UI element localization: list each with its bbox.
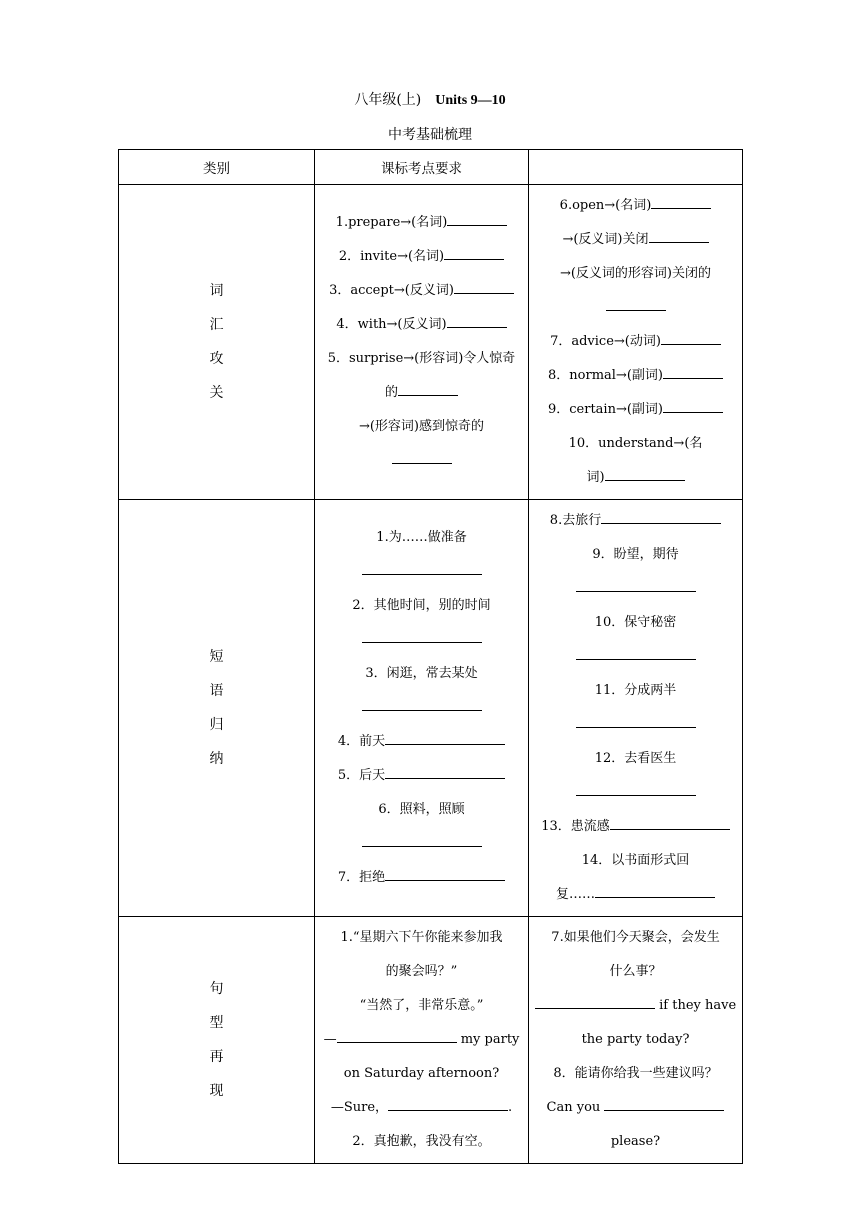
list-item — [535, 921, 736, 955]
item-text: 的聚会吗？” — [385, 964, 458, 979]
answer-blank[interactable] — [605, 479, 685, 481]
answer-blank[interactable] — [606, 309, 666, 311]
item-text: 2．其他时间，别的时间 — [352, 598, 491, 613]
item-text: 的 — [384, 385, 398, 400]
list-item — [535, 189, 736, 223]
answer-blank[interactable] — [447, 326, 507, 328]
answer-blank[interactable] — [444, 258, 504, 260]
answer-blank[interactable] — [663, 411, 723, 413]
answer-blank[interactable] — [576, 658, 696, 660]
list-item — [535, 810, 736, 844]
list-item — [321, 793, 522, 827]
item-text: 12．去看医生 — [594, 751, 677, 766]
answer-blank[interactable] — [663, 377, 723, 379]
item-text: if they have — [655, 998, 737, 1013]
item-text: — — [323, 1032, 337, 1047]
category-char: 型 — [209, 1015, 224, 1031]
list-item — [535, 955, 736, 989]
item-text: 2．invite→(名词) — [338, 249, 445, 264]
list-item — [535, 1057, 736, 1091]
answer-blank[interactable] — [651, 207, 711, 209]
answer-blank[interactable] — [362, 845, 482, 847]
item-text: 8.去旅行 — [549, 513, 602, 528]
list-item — [321, 555, 522, 589]
category-char: 语 — [209, 683, 224, 699]
answer-blank[interactable] — [601, 522, 721, 524]
list-item — [535, 776, 736, 810]
answer-blank[interactable] — [392, 462, 452, 464]
answer-blank[interactable] — [362, 641, 482, 643]
item-text: “当然了，非常乐意。” — [359, 998, 484, 1013]
answer-blank[interactable] — [535, 1007, 655, 1009]
item-text: 6．照料，照顾 — [378, 802, 465, 817]
category-char: 再 — [209, 1049, 224, 1065]
item-text: —Sure， — [330, 1100, 389, 1115]
answer-blank[interactable] — [649, 241, 709, 243]
grade-label: 八年级(上) — [354, 92, 422, 108]
list-item — [535, 708, 736, 742]
item-text: →(反义词)关闭 — [562, 232, 649, 247]
category-char: 纳 — [209, 751, 224, 767]
category-char: 攻 — [209, 351, 224, 367]
list-item — [535, 572, 736, 606]
list-item — [321, 1023, 522, 1057]
item-text: 8．normal→(副词) — [548, 368, 663, 383]
list-item — [321, 725, 522, 759]
category-char: 关 — [209, 385, 224, 401]
item-text: 什么事？ — [609, 964, 662, 979]
item-text: 3．accept→(反义词) — [329, 283, 454, 298]
item-text: . — [508, 1100, 513, 1115]
answer-blank[interactable] — [595, 896, 715, 898]
answer-blank[interactable] — [454, 292, 514, 294]
answer-blank[interactable] — [398, 394, 458, 396]
item-text: 8．能请你给我一些建议吗？ — [553, 1066, 718, 1081]
sentences-cell-right — [529, 917, 743, 1164]
answer-blank[interactable] — [362, 573, 482, 575]
list-item — [321, 955, 522, 989]
item-text: 词) — [586, 470, 605, 485]
list-item — [535, 325, 736, 359]
item-text: 5．后天 — [337, 768, 386, 783]
vocab-cell-left — [315, 185, 529, 500]
list-item — [321, 410, 522, 444]
category-char: 现 — [209, 1083, 224, 1099]
answer-blank[interactable] — [576, 794, 696, 796]
category-char: 汇 — [209, 317, 224, 333]
list-item — [321, 921, 522, 955]
answer-blank[interactable] — [604, 1109, 724, 1111]
column-header-empty — [529, 150, 743, 185]
item-text: 1.“星期六下午你能来参加我 — [340, 930, 503, 945]
list-item — [535, 538, 736, 572]
table-row — [119, 917, 743, 1164]
answer-blank[interactable] — [447, 224, 507, 226]
list-item — [535, 844, 736, 878]
list-item — [321, 206, 522, 240]
answer-blank[interactable] — [337, 1041, 457, 1043]
list-item — [321, 623, 522, 657]
list-item — [535, 640, 736, 674]
item-text: 4．前天 — [337, 734, 386, 749]
item-text: 3．闲逛，常去某处 — [365, 666, 478, 681]
table-row — [119, 500, 743, 917]
list-item — [321, 691, 522, 725]
list-item — [321, 240, 522, 274]
list-item — [535, 606, 736, 640]
item-text: 7.如果他们今天聚会，会发生 — [551, 930, 720, 945]
list-item — [321, 342, 522, 376]
list-item — [535, 393, 736, 427]
item-text: 6.open→(名词) — [559, 198, 652, 213]
item-text: 7．advice→(动词) — [550, 334, 661, 349]
answer-blank[interactable] — [388, 1109, 508, 1111]
list-item — [321, 444, 522, 478]
category-cell-vocabulary — [119, 185, 315, 500]
item-text: →(反义词的形容词)关闭的 — [559, 266, 712, 281]
answer-blank[interactable] — [385, 879, 505, 881]
sentences-cell-left — [315, 917, 529, 1164]
list-item — [321, 308, 522, 342]
list-item — [535, 1023, 736, 1057]
list-item — [535, 878, 736, 912]
list-item — [321, 376, 522, 410]
vocab-cell-right — [529, 185, 743, 500]
category-char: 句 — [209, 981, 224, 997]
item-text: Can you — [546, 1100, 605, 1115]
category-cell-sentences — [119, 917, 315, 1164]
column-header-category: 类别 — [119, 150, 315, 185]
item-text: 9．盼望，期待 — [592, 547, 679, 562]
item-text: 13．患流感 — [541, 819, 610, 834]
answer-blank[interactable] — [362, 709, 482, 711]
category-char: 短 — [209, 649, 224, 665]
list-item — [535, 359, 736, 393]
list-item — [535, 291, 736, 325]
list-item — [535, 504, 736, 538]
phrases-cell-left — [315, 500, 529, 917]
item-text: 5．surprise→(形容词)令人惊奇 — [327, 351, 516, 366]
list-item — [321, 1057, 522, 1091]
list-item — [535, 742, 736, 776]
table-row — [119, 185, 743, 500]
page-title — [0, 89, 860, 109]
list-item — [321, 521, 522, 555]
item-text: 10．understand→(名 — [568, 436, 703, 451]
list-item — [321, 759, 522, 793]
item-text: 复…… — [555, 887, 595, 902]
item-text: 1.为……做准备 — [376, 530, 467, 545]
answer-blank[interactable] — [385, 743, 505, 745]
list-item — [321, 657, 522, 691]
list-item — [321, 589, 522, 623]
list-item — [535, 989, 736, 1023]
review-table — [118, 149, 743, 1164]
list-item — [535, 427, 736, 461]
table-header-row — [119, 150, 743, 185]
answer-blank[interactable] — [576, 726, 696, 728]
list-item — [535, 1125, 736, 1159]
list-item — [321, 1091, 522, 1125]
page-subtitle: 中考基础梳理 — [388, 127, 472, 143]
item-text: on Saturday afternoon? — [343, 1066, 500, 1081]
item-text: 11．分成两半 — [594, 683, 677, 698]
item-text: 4．with→(反义词) — [336, 317, 447, 332]
item-text: 1.prepare→(名词) — [335, 215, 448, 230]
item-text: please? — [610, 1134, 661, 1149]
answer-blank[interactable] — [576, 590, 696, 592]
category-char: 归 — [209, 717, 224, 733]
list-item — [321, 827, 522, 861]
item-text: 7．拒绝 — [337, 870, 386, 885]
category-cell-phrases — [119, 500, 315, 917]
item-text: →(形容词)感到惊奇的 — [358, 419, 485, 434]
list-item — [535, 461, 736, 495]
item-text: the party today? — [581, 1032, 690, 1047]
units-label: Units 9—10 — [435, 93, 506, 108]
phrases-cell-right — [529, 500, 743, 917]
list-item — [535, 257, 736, 291]
list-item — [321, 274, 522, 308]
category-char: 词 — [209, 283, 224, 299]
list-item — [535, 674, 736, 708]
list-item — [321, 1125, 522, 1159]
item-text: 10．保守秘密 — [594, 615, 677, 630]
item-text: 14．以书面形式回 — [581, 853, 690, 868]
list-item — [321, 989, 522, 1023]
item-text: my party — [456, 1032, 520, 1047]
item-text: 2．真抱歉，我没有空。 — [352, 1134, 491, 1149]
answer-blank[interactable] — [610, 828, 730, 830]
list-item — [535, 1091, 736, 1125]
column-header-requirements: 课标考点要求 — [315, 150, 529, 185]
list-item — [321, 861, 522, 895]
answer-blank[interactable] — [385, 777, 505, 779]
answer-blank[interactable] — [661, 343, 721, 345]
item-text: 9．certain→(副词) — [547, 402, 663, 417]
list-item — [535, 223, 736, 257]
